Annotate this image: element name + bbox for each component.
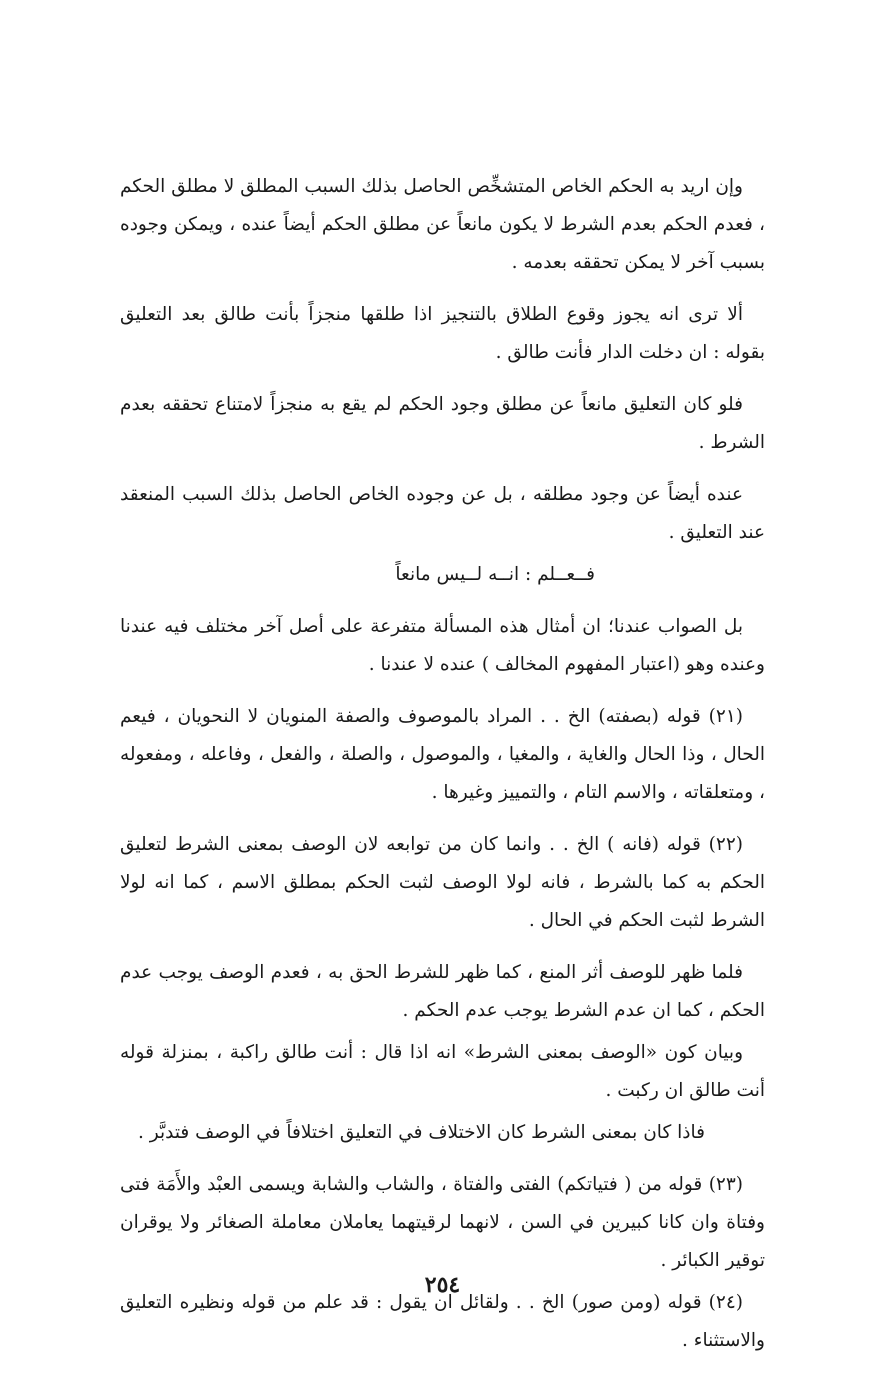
paragraph-4: عنده أيضاً عن وجود مطلقه ، بل عن وجوده الخاص الحاصل بذلك السبب المنعقد عند التعليق . bbox=[120, 484, 765, 543]
paragraph-9: فلما ظهر للوصف أثر المنع ، كما ظهر للشرط الحق به ، فعدم الوصف يوجب عدم الحكم ، كما ان عدم الشرط يوجب عدم الحكم . bbox=[120, 962, 765, 1021]
paragraph-2: ألا ترى انه يجوز وقوع الطلاق بالتنجيز اذا طلقها منجزاً بأنت طالق بعد التعليق بقوله : ان دخلت الدار فأنت طالق . bbox=[120, 304, 765, 363]
document-body bbox=[120, 168, 765, 1374]
paragraph-11: فاذا كان بمعنى الشرط كان الاختلاف في التعليق اختلافاً في الوصف فتدبَّر . bbox=[138, 1122, 705, 1143]
note-24: (٢٤) قوله (ومن صور) الخ . . ولقائل ان يقول : قد علم من قوله ونظيره التعليق والاستثناء . bbox=[120, 1292, 765, 1351]
paragraph-6: بل الصواب عندنا؛ ان أمثال هذه المسألة متفرعة على أصل آخر مختلف فيه عندنا وعنده وهو (اعتبار المفهوم المخالف ) عنده لا عندنا . bbox=[120, 616, 765, 675]
paragraph-10: وبيان كون «الوصف بمعنى الشرط» انه اذا قال : أنت طالق راكبة ، بمنزلة قوله أنت طالق ان ركبت . bbox=[120, 1042, 765, 1101]
note-22: (٢٢) قوله (فانه ) الخ . . وانما كان من توابعه لان الوصف بمعنى الشرط لتعليق الحكم به كما بالشرط ، فانه لولا الوصف لثبت الحكم بمطلق الاسم ، كما انه لولا الشرط لثبت الحكم في الحال . bbox=[120, 834, 765, 931]
paragraph-1: وإن اريد به الحكم الخاص المتشخِّص الحاصل بذلك السبب المطلق لا مطلق الحكم ، فعدم الحكم بعدم الشرط لا يكون مانعاً عن مطلق الحكم أيضاً عنده ، ويمكن وجوده بسبب آخر لا يمكن تحققه بعدمه . bbox=[120, 176, 765, 273]
note-21: (٢١) قوله (بصفته) الخ . . المراد بالموصوف والصفة المنويان لا النحويان ، فيعم الحال ، وذا الحال والغاية ، والمغيا ، والموصول ، والصلة ، والفعل ، وفاعله ، ومفعوله ، ومتعلقاته ، والاسم التام ، والتمييز وغيرها . bbox=[120, 706, 765, 803]
note-23: (٢٣) قوله من ( فتياتكم) الفتى والفتاة ، والشاب والشابة ويسمى العبْد والأَمَة فتى وفتاة وان كانا كبيرين في السن ، لانهما لرقيتهما يعاملان معاملة الصغائر ولا يوقران توقير الكبائر . bbox=[120, 1174, 765, 1271]
paragraph-5: فــعــلم : انــه لــيس مانعاً bbox=[395, 564, 595, 585]
paragraph-3: فلو كان التعليق مانعاً عن مطلق وجود الحكم لم يقع به منجزاً لامتناع تحققه بعدم الشرط . bbox=[120, 394, 765, 453]
page-number: ٢٥٤ bbox=[424, 1272, 461, 1298]
